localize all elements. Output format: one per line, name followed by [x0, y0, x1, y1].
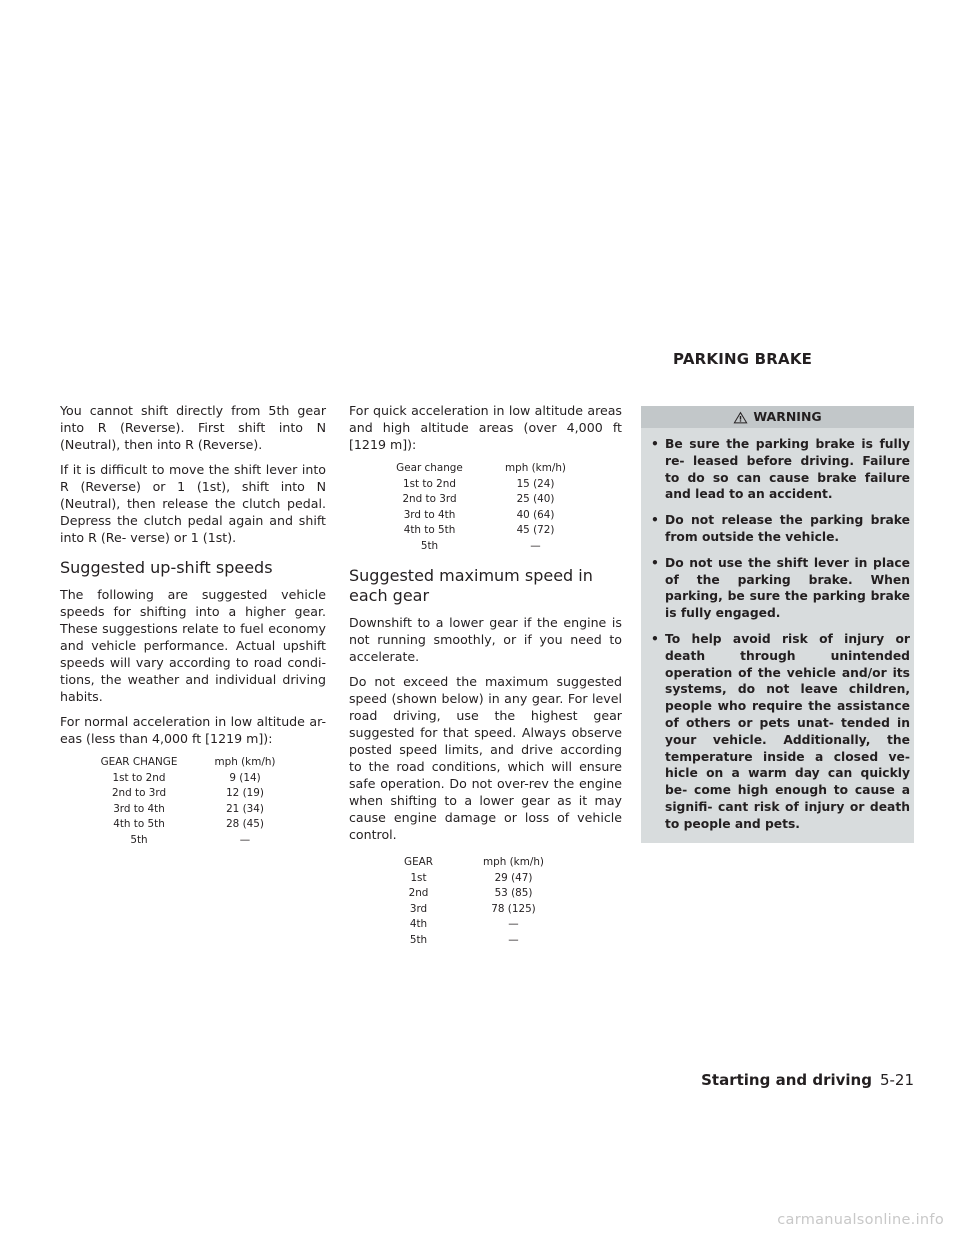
- table-cell: 40 (64): [516, 508, 555, 521]
- table-row: [391, 886, 581, 902]
- table-row: [391, 933, 581, 949]
- column-1: [60, 402, 326, 858]
- table-header: Gear change: [396, 462, 463, 474]
- table-cell: —: [239, 833, 251, 846]
- table-cell: 25 (40): [516, 493, 555, 505]
- warning-title: WARNING: [753, 408, 822, 424]
- list-item: • Be sure the parking brake is fully re- leased before driving. Failure to do so can cause brake failure and lead to an accident.: [649, 436, 910, 503]
- table-cell: 45 (72): [516, 524, 555, 536]
- table-row: [87, 833, 299, 849]
- table-cell: 53 (85): [494, 887, 533, 899]
- table-row: [391, 871, 581, 887]
- table-cell: 4th: [409, 918, 428, 930]
- warning-header: [641, 406, 914, 428]
- paragraph: If it is difficult to move the shift lever into R (Reverse) or 1 (1st), shift into N (Neutral), then release the clutch pedal. Depress the clutch pedal again and shift into R (Re- verse) or 1 (1st).: [60, 462, 326, 545]
- table-row: [87, 802, 299, 818]
- table-cell: 5th: [130, 833, 148, 846]
- warning-triangle-icon: [733, 411, 748, 424]
- table-cell: 78 (125): [491, 902, 536, 915]
- column-2: [349, 402, 622, 958]
- table-header: GEAR CHANGE: [100, 756, 178, 768]
- footer-section: Starting and driving: [701, 1071, 872, 1089]
- table-row: [391, 902, 581, 918]
- table-cell: 1st to 2nd: [403, 477, 456, 490]
- table-cell: 9 (14): [229, 771, 261, 784]
- warning-box: [641, 406, 914, 843]
- table-cell: 1st: [410, 871, 427, 884]
- page-number: 5-21: [879, 1071, 914, 1089]
- section-heading: Suggested up-shift speeds: [60, 558, 273, 577]
- table-cell: —: [508, 918, 519, 930]
- table-cell: 1st to 2nd: [112, 771, 166, 784]
- table-header-row: [380, 461, 592, 477]
- table-row: [380, 539, 592, 555]
- table-cell: 2nd to 3rd: [111, 787, 167, 799]
- upshift-normal-table: [87, 755, 299, 848]
- list-item: • Do not release the parking brake from outside the vehicle.: [649, 512, 910, 546]
- table-row: [87, 786, 299, 802]
- table-header: mph (km/h): [214, 756, 276, 768]
- max-speed-table: [391, 855, 581, 948]
- table-cell: 3rd to 4th: [113, 802, 165, 815]
- table-cell: 3rd: [409, 902, 428, 915]
- table-cell: —: [508, 933, 519, 946]
- table-row: [87, 771, 299, 787]
- paragraph: The following are suggested vehicle speeds for shifting into a higher gear. These suggestions relate to fuel economy and vehicle performance. Actual upshift speeds will vary according to road condi- tions, the weather and individual driving habits.: [60, 587, 326, 704]
- table-row: [380, 523, 592, 539]
- table-cell: 12 (19): [226, 787, 264, 799]
- list-item: • To help avoid risk of injury or death through unintended operation of the vehicle and/or its systems, do not leave children, people who require the assistance of others or pets unat- tended in your vehicle. Additionally, the temperature inside a closed ve- hicle on a warm day can quickly be- come high enough to cause a signifi- cant risk of injury or death to people and pets.: [649, 631, 910, 833]
- paragraph: For quick acceleration in low altitude areas and high altitude areas (over 4,000 ft [1219 m]):: [349, 403, 622, 452]
- table-cell: 4th to 5th: [403, 524, 456, 536]
- table-row: [380, 508, 592, 524]
- table-cell: 4th to 5th: [113, 818, 165, 830]
- list-item: • Do not use the shift lever in place of the parking brake. When parking, be sure the parking brake is fully engaged.: [649, 555, 910, 622]
- table-cell: 3rd to 4th: [403, 508, 456, 521]
- table-header: GEAR: [404, 856, 433, 868]
- table-header: mph (km/h): [483, 856, 544, 868]
- section-heading: Suggested maximum speed in each gear: [349, 566, 593, 605]
- paragraph: You cannot shift directly from 5th gear into R (Reverse). First shift into N (Neutral), then into R (Reverse).: [60, 403, 326, 452]
- paragraph: Downshift to a lower gear if the engine is not running smoothly, or if you need to accelerate.: [349, 615, 622, 664]
- table-row: [87, 817, 299, 833]
- table-cell: —: [530, 539, 541, 552]
- watermark: carmanualsonline.info: [777, 1212, 944, 1228]
- table-row: [380, 477, 592, 493]
- column-3: [641, 406, 914, 843]
- warning-list: [649, 436, 910, 833]
- table-cell: 5th: [409, 933, 428, 946]
- upshift-quick-table: [380, 461, 592, 554]
- table-cell: 2nd to 3rd: [402, 493, 457, 505]
- paragraph: For normal acceleration in low altitude ar- eas (less than 4,000 ft [1219 m]):: [60, 714, 326, 746]
- table-cell: 29 (47): [494, 871, 533, 884]
- table-cell: 28 (45): [226, 818, 264, 830]
- table-cell: 15 (24): [516, 477, 555, 490]
- table-cell: 2nd: [408, 887, 429, 899]
- table-cell: 5th: [420, 539, 439, 552]
- section-title: PARKING BRAKE: [673, 350, 813, 368]
- table-row: [391, 917, 581, 933]
- page-footer: [701, 1071, 914, 1089]
- table-row: [380, 492, 592, 508]
- table-cell: 21 (34): [226, 802, 264, 815]
- table-header-row: [391, 855, 581, 871]
- paragraph: Do not exceed the maximum suggested speed (shown below) in any gear. For level road driving, use the highest gear suggested for that speed. Always observe posted speed limits, and drive according to the road conditions, which will ensure safe operation. Do not over-rev the engine when shifting to a lower gear as it may cause engine damage or loss of vehicle control.: [349, 674, 622, 842]
- table-header-row: [87, 755, 299, 771]
- table-header: mph (km/h): [505, 462, 566, 474]
